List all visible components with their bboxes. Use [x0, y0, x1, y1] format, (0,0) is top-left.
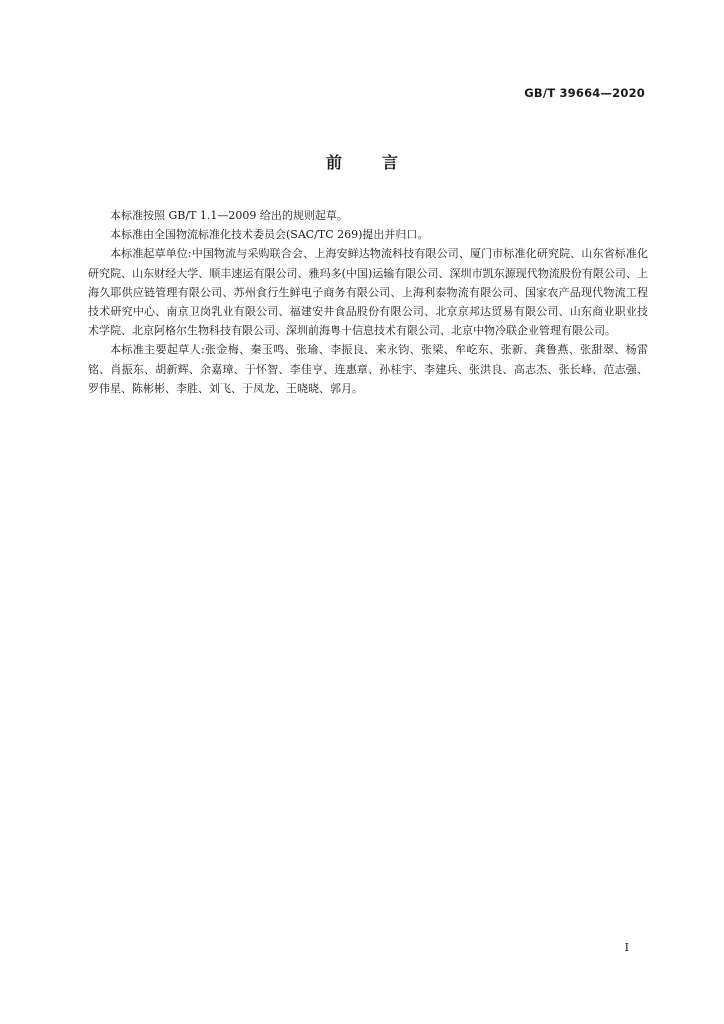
paragraph-proposer: 本标准由全国物流标准化技术委员会(SAC/TC 269)提出并归口。 [110, 228, 429, 242]
paragraph-drafters: 本标准主要起草人:张金梅、秦玉鸣、张瑜、李振良、来永钧、张梁、牟屹东、张新、龚鲁燕、张甜翠、杨雷铭、肖振东、胡新辉、余嘉璋、于怀智、李佳亨、连惠章、孙桂宇、李建兵、张洪良、高志杰、张长峰、范志强、罗伟星、陈彬彬、李胜、刘飞、于凤龙、王晓晓、郭月。 [88, 343, 648, 395]
paragraph-drafting-rules: 本标准按照 GB/T 1.1—2009 给出的规则起草。 [110, 209, 348, 222]
document-standard-number: GB/T 39664—2020 [524, 86, 645, 100]
page-number: I [624, 941, 629, 954]
paragraph-drafting-units: 本标准起草单位:中国物流与采购联合会、上海安鲜达物流科技有限公司、厦门市标准化研究院、山东省标准化研究院、山东财经大学、顺丰速运有限公司、雅玛多(中国)运输有限公司、深圳市凯东源现代物流股份有限公司、上海久耶供应链管理有限公司、苏州食行生鲜电子商务有限公司、上海利泰物流有限公司、国家农产品现代物流工程技术研究中心、南京卫岗乳业有限公司、福建安井食品股份有限公司、北京京邦达贸易有限公司、山东商业职业技术学院、北京阿格尔生物科技有限公司、深圳前海粤十信息技术有限公司、北京中物冷联企业管理有限公司。 [88, 247, 648, 338]
title-char-1: 前 [325, 153, 342, 172]
title-char-2: 言 [382, 153, 399, 172]
foreword-body [88, 206, 648, 398]
section-title [0, 150, 724, 173]
